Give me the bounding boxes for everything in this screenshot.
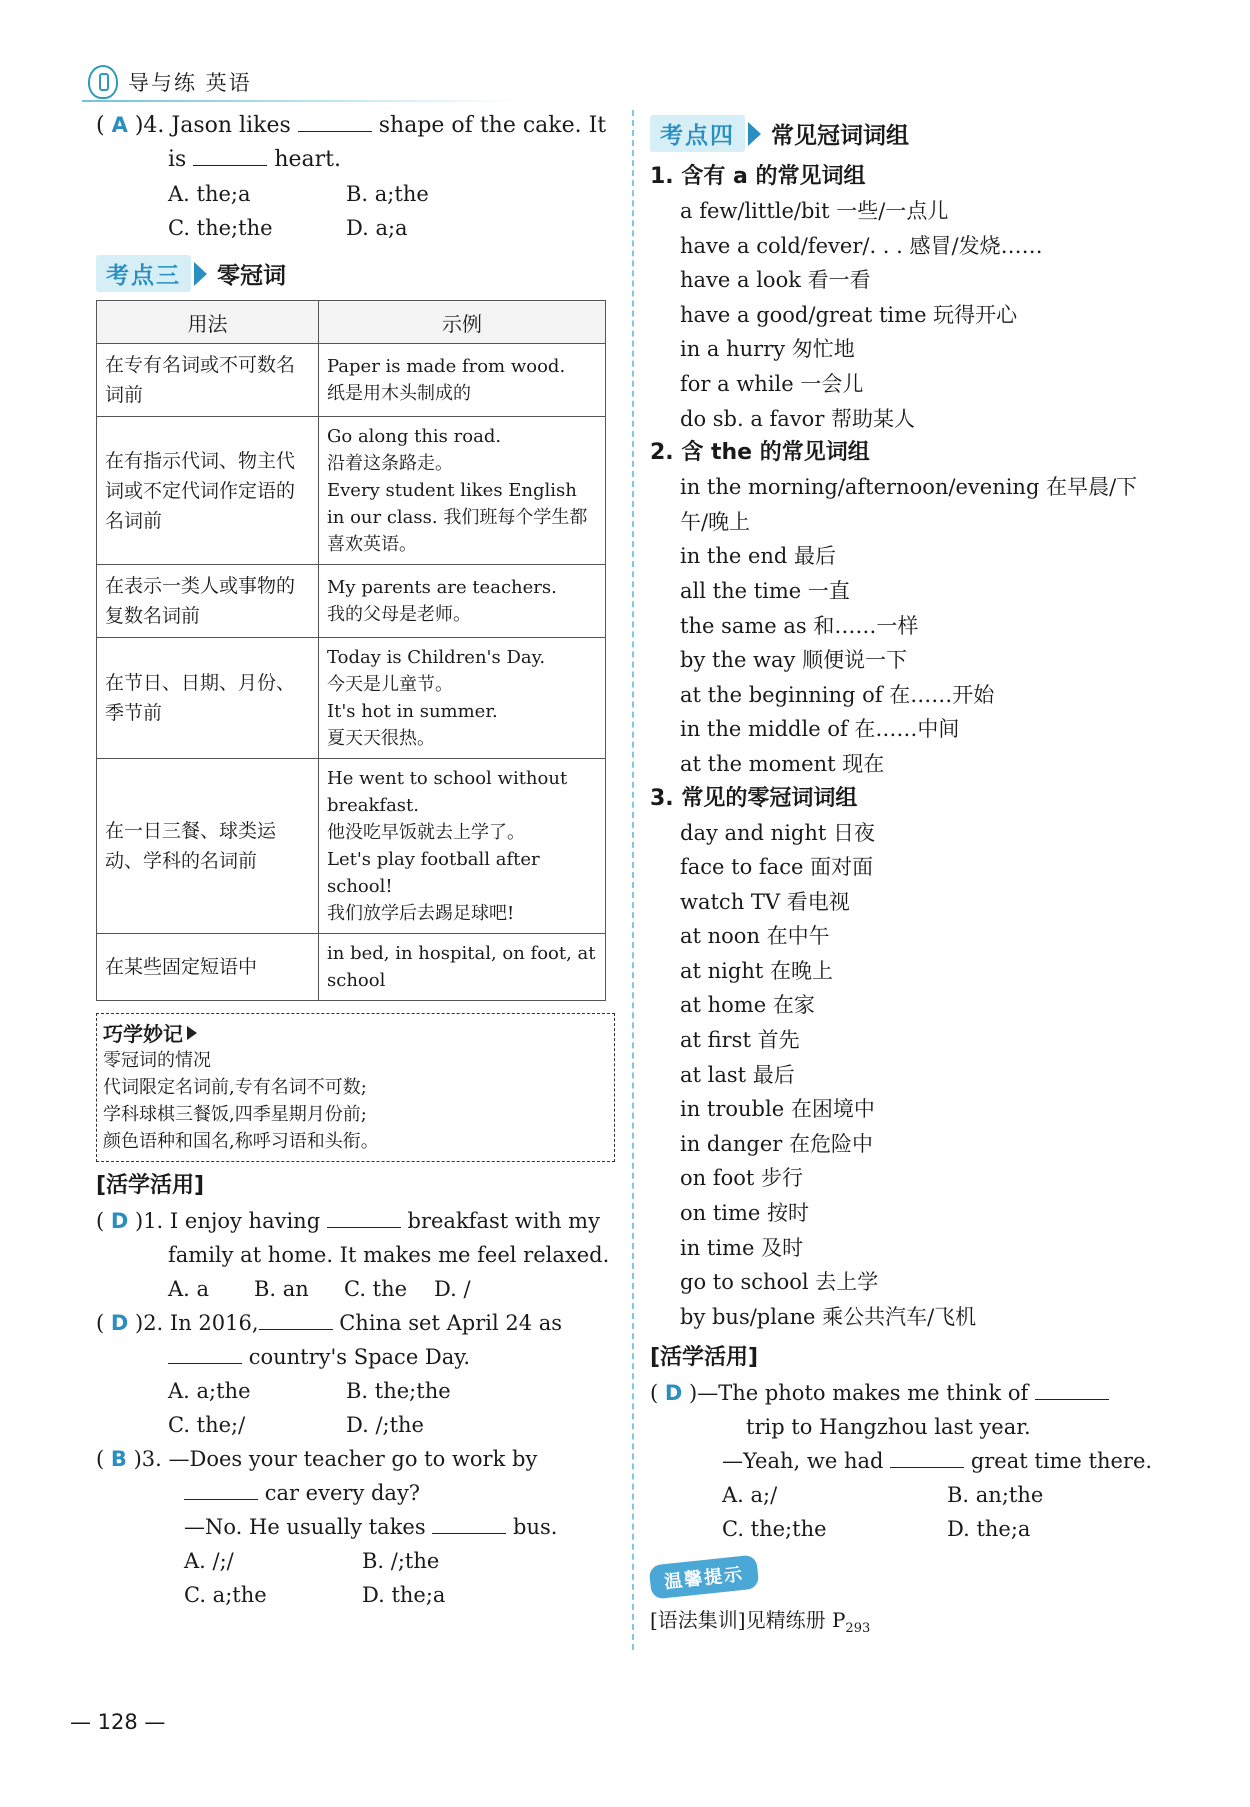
question-text: —Does your teacher go to work by bbox=[168, 1447, 538, 1471]
section-heading-kd3 bbox=[96, 255, 611, 292]
table-header: 用法 bbox=[97, 301, 319, 344]
book-logo-icon bbox=[88, 65, 118, 99]
phrase-item: by the way 顺便说一下 bbox=[680, 648, 908, 673]
phrase-item: a few/little/bit 一些/一点儿 bbox=[680, 199, 949, 223]
question-text: —No. He usually takes bbox=[184, 1515, 426, 1539]
phrase-item: in the middle of 在……中间 bbox=[680, 717, 960, 742]
phrase-item: watch TV 看电视 bbox=[680, 889, 850, 914]
tip-line: 代词限定名词前,专有名词不可数; bbox=[103, 1077, 367, 1098]
phrase-group-heading: 3. 常见的零冠词词组 bbox=[650, 785, 858, 811]
option: A. /;/ bbox=[184, 1549, 234, 1573]
header-title: 导与练 英语 bbox=[128, 71, 252, 95]
phrase-item: face to face 面对面 bbox=[680, 855, 874, 880]
option: D. / bbox=[434, 1277, 471, 1301]
tip-line: 零冠词的情况 bbox=[103, 1050, 211, 1071]
question-4: ( A )4. Jason likes shape of the cake. It is heart. A. the;a B. a;the C. the;the D. a;a bbox=[96, 108, 611, 245]
practice-label: [活学活用] bbox=[96, 1173, 205, 1198]
example-cell bbox=[319, 638, 606, 759]
table-row bbox=[97, 344, 606, 417]
usage-cell: 在专有名词或不可数名词前 bbox=[97, 344, 319, 417]
example-cell bbox=[319, 417, 606, 565]
option: A. a;the bbox=[168, 1379, 251, 1403]
left-column bbox=[96, 108, 611, 1612]
phrase-item: at noon 在中午 bbox=[680, 924, 830, 949]
example-cell bbox=[319, 934, 606, 1001]
example-line: 今天是儿童节。 bbox=[327, 674, 453, 695]
phrase-item: the same as 和……一样 bbox=[680, 613, 919, 638]
option: D. the;a bbox=[947, 1517, 1031, 1542]
answer-blank bbox=[168, 1341, 242, 1364]
usage-cell: 在有指示代词、物主代词或不定代词作定语的名词前 bbox=[97, 417, 319, 565]
example-line: 夏天天很热。 bbox=[327, 728, 435, 749]
question-text: )4. Jason likes bbox=[134, 113, 291, 138]
example-line: 纸是用木头制成的 bbox=[327, 383, 471, 404]
phrase-item: at the moment 现在 bbox=[680, 751, 885, 776]
phrase-group-heading: 1. 含有 a 的常见词组 bbox=[650, 164, 866, 189]
tip-line: 学科球棋三餐饭,四季星期月份前; bbox=[103, 1104, 367, 1125]
answer-mark: A bbox=[111, 113, 128, 137]
phrase-item: day and night 日夜 bbox=[680, 820, 875, 845]
option: D. a;a bbox=[346, 216, 408, 240]
phrase-item: at night 在晚上 bbox=[680, 958, 833, 983]
practice-label: [活学活用] bbox=[650, 1345, 759, 1371]
option: B. the;the bbox=[346, 1379, 451, 1403]
example-cell bbox=[319, 565, 606, 638]
option: A. a bbox=[168, 1277, 210, 1301]
question-number: )1. bbox=[135, 1209, 164, 1233]
phrase-item: in the morning/afternoon/evening 在早晨/下 bbox=[680, 475, 1138, 500]
question-text: bus. bbox=[513, 1515, 558, 1539]
tip-title: 巧学妙记 bbox=[103, 1022, 183, 1046]
reference-page: 293 bbox=[845, 1621, 871, 1637]
phrase-item: by bus/plane 乘公共汽车/飞机 bbox=[680, 1304, 977, 1329]
answer-mark: D bbox=[664, 1381, 683, 1406]
section-title: 常见冠词词组 bbox=[771, 123, 909, 149]
option: A. the;a bbox=[168, 182, 251, 206]
phrase-item: have a good/great time 玩得开心 bbox=[680, 302, 1018, 327]
example-line: 他没吃早饭就去上学了。 bbox=[327, 822, 525, 843]
usage-cell: 在某些固定短语中 bbox=[97, 934, 319, 1001]
answer-mark: D bbox=[110, 1209, 129, 1233]
table-row bbox=[97, 417, 606, 565]
phrase-item: for a while 一会儿 bbox=[680, 371, 864, 396]
answer-blank bbox=[184, 1477, 258, 1500]
section-badge: 考点四 bbox=[650, 115, 745, 152]
usage-cell: 在节日、日期、月份、季节前 bbox=[97, 638, 319, 759]
question-text: country's Space Day. bbox=[248, 1345, 471, 1369]
practice-question-3: ( B )3. —Does your teacher go to work by car every day? —No. He usually takes bus. A. /;/ B. /;the C. a;the D. the;a bbox=[96, 1442, 611, 1612]
phrase-item: all the time 一直 bbox=[680, 578, 850, 603]
usage-cell: 在一日三餐、球类运动、学科的名词前 bbox=[97, 759, 319, 934]
question-text: China set April 24 as bbox=[339, 1311, 563, 1335]
phrase-group-heading: 2. 含 the 的常见词组 bbox=[650, 440, 870, 466]
phrase-item: at first 首先 bbox=[680, 1028, 800, 1053]
table-row bbox=[97, 565, 606, 638]
phrase-item: at last 最后 bbox=[680, 1062, 795, 1087]
table-row bbox=[97, 759, 606, 934]
question-text: car every day? bbox=[264, 1481, 421, 1505]
phrase-item: at the beginning of 在……开始 bbox=[680, 682, 995, 707]
question-text: I enjoy having bbox=[169, 1209, 321, 1233]
example-line: Every student likes English in our class. 我们班每个学生都喜欢英语。 bbox=[327, 480, 588, 555]
section-title: 零冠词 bbox=[217, 263, 286, 289]
header-rule bbox=[82, 100, 522, 102]
arrow-right-icon bbox=[748, 122, 761, 146]
option: C. the;the bbox=[722, 1517, 827, 1542]
tip-heading bbox=[103, 1018, 608, 1047]
option: B. an;the bbox=[947, 1483, 1044, 1508]
question-text: breakfast with my bbox=[407, 1209, 600, 1233]
example-line: 我的父母是老师。 bbox=[327, 604, 471, 625]
section-heading-kd4 bbox=[650, 115, 1170, 152]
example-line: in bed, in hospital, on foot, at school bbox=[327, 943, 596, 991]
phrase-item: in danger 在危险中 bbox=[680, 1131, 873, 1156]
phrase-item: on time 按时 bbox=[680, 1201, 810, 1226]
option: C. a;the bbox=[184, 1583, 267, 1607]
page-number: — 128 — bbox=[70, 1710, 166, 1734]
reference-note bbox=[650, 1604, 1170, 1636]
answer-mark: D bbox=[110, 1311, 129, 1335]
phrase-item: in time 及时 bbox=[680, 1235, 804, 1260]
answer-blank bbox=[890, 1445, 964, 1468]
tip-line: 颜色语种和国名,称呼习语和头衔。 bbox=[103, 1131, 379, 1152]
right-column bbox=[650, 115, 1170, 1636]
triangle-right-icon bbox=[187, 1026, 197, 1040]
phrase-item: 午/晚上 bbox=[680, 509, 751, 534]
example-line: 我们放学后去踢足球吧! bbox=[327, 903, 515, 924]
answer-mark: B bbox=[110, 1447, 127, 1471]
phrase-groups bbox=[650, 160, 1170, 1334]
option: B. a;the bbox=[346, 182, 429, 206]
column-divider bbox=[632, 110, 634, 1650]
question-number: )3. bbox=[133, 1447, 162, 1471]
answer-blank bbox=[432, 1511, 506, 1534]
question-number: )2. bbox=[135, 1311, 164, 1335]
question-text: family at home. It makes me feel relaxed. bbox=[168, 1243, 610, 1267]
phrase-item: have a cold/fever/. . . 感冒/发烧…… bbox=[680, 233, 1043, 258]
phrase-item: do sb. a favor 帮助某人 bbox=[680, 406, 916, 431]
option: D. the;a bbox=[362, 1583, 446, 1607]
phrase-item: in the end 最后 bbox=[680, 544, 837, 569]
phrase-item: have a look 看一看 bbox=[680, 268, 871, 293]
option: C. the;/ bbox=[168, 1413, 246, 1437]
option: B. /;the bbox=[362, 1549, 440, 1573]
answer-blank bbox=[193, 143, 267, 166]
warm-tip-badge: 温馨提示 bbox=[649, 1555, 760, 1600]
question-text: heart. bbox=[274, 147, 341, 172]
question-text: In 2016, bbox=[169, 1311, 259, 1335]
table-header: 示例 bbox=[319, 301, 606, 344]
table-row bbox=[97, 638, 606, 759]
phrase-item: on foot 步行 bbox=[680, 1166, 804, 1191]
page-header bbox=[88, 62, 252, 102]
example-line: Today is Children's Day. bbox=[327, 647, 546, 668]
example-line: 沿着这条路走。 bbox=[327, 453, 453, 474]
answer-blank bbox=[327, 1205, 401, 1228]
example-cell bbox=[319, 759, 606, 934]
example-line: It's hot in summer. bbox=[327, 701, 498, 722]
example-line: Paper is made from wood. bbox=[327, 356, 566, 377]
option: D. /;the bbox=[346, 1413, 424, 1437]
zero-article-table bbox=[96, 300, 606, 1001]
question-text: trip to Hangzhou last year. bbox=[746, 1415, 1031, 1440]
option: C. the bbox=[344, 1277, 408, 1301]
example-cell bbox=[319, 344, 606, 417]
question-text: shape of the cake. It bbox=[378, 113, 607, 138]
question-text: )—The photo makes me think of bbox=[689, 1381, 1029, 1406]
question-text: —Yeah, we had bbox=[722, 1449, 884, 1474]
answer-blank bbox=[1035, 1377, 1109, 1400]
option: B. an bbox=[254, 1277, 309, 1301]
phrase-item: in trouble 在困境中 bbox=[680, 1097, 875, 1122]
reference-text: [语法集训]见精练册 P bbox=[650, 1608, 846, 1633]
example-line: Go along this road. bbox=[327, 426, 502, 447]
option: C. the;the bbox=[168, 216, 273, 240]
example-line: My parents are teachers. bbox=[327, 577, 557, 598]
answer-blank bbox=[298, 109, 372, 132]
option: A. a;/ bbox=[722, 1483, 778, 1508]
table-row bbox=[97, 934, 606, 1001]
example-line: He went to school without breakfast. bbox=[327, 768, 568, 816]
example-line: Let's play football after school! bbox=[327, 849, 540, 897]
question-text: is bbox=[168, 147, 187, 172]
table-header-row bbox=[97, 301, 606, 344]
arrow-right-icon bbox=[194, 262, 207, 286]
question-text: great time there. bbox=[970, 1449, 1153, 1474]
memory-tip-box bbox=[96, 1013, 615, 1162]
phrase-item: go to school 去上学 bbox=[680, 1270, 879, 1295]
practice-question-1: ( D )1. I enjoy having breakfast with my family at home. It makes me feel relaxed. A. a B. an C. the D. / bbox=[96, 1204, 611, 1306]
section-badge: 考点三 bbox=[96, 255, 191, 292]
answer-blank bbox=[259, 1307, 333, 1330]
practice-question-2: ( D )2. In 2016, China set April 24 as country's Space Day. A. a;the B. the;the C. the;/ D. /;the bbox=[96, 1306, 611, 1442]
practice-question: ( D )—The photo makes me think of trip to Hangzhou last year. —Yeah, we had great time there. A. a;/ B. an;the C. the;the D. the;a bbox=[650, 1376, 1170, 1546]
phrase-item: at home 在家 bbox=[680, 993, 815, 1018]
usage-cell: 在表示一类人或事物的复数名词前 bbox=[97, 565, 319, 638]
phrase-item: in a hurry 匆忙地 bbox=[680, 337, 855, 362]
